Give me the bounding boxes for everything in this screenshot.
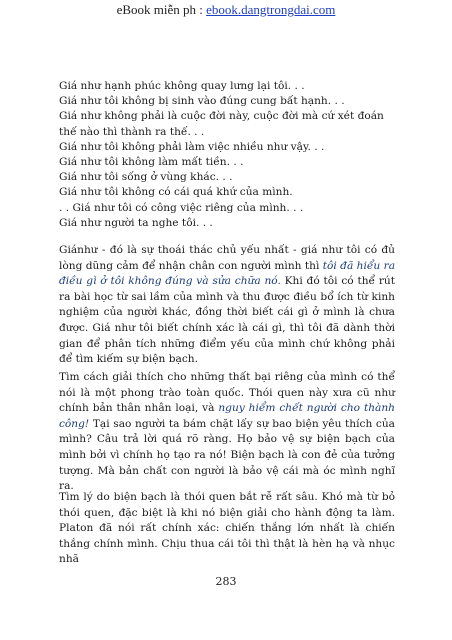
- list-line: Giá như người ta nghe tôi. . .: [59, 216, 213, 229]
- paragraph-2: [59, 370, 395, 495]
- list-line: Giá như tôi không phải làm việc nhiều như vậy. . .: [59, 140, 325, 153]
- list-line: Giá như tôi không làm mất tiền. . .: [59, 156, 244, 169]
- paragraph-1-emphasis: tôi đã hiểu ra điều gì ở tôi không đúng và sửa chữa nó.: [59, 259, 396, 288]
- page-number: 283: [215, 575, 237, 588]
- paragraph-2-text-b: Tại sao người ta bám chặt lấy sự bao biện yêu thích của mình? Câu trả lời quá rõ ràng. Họ bảo vệ sự biện bạch của mình bởi vì chính họ tạo ra nó! Biện bạch là con đẻ của tưởng tượng. Mà bản chất con người là bảo vệ cái mà óc mình nghĩ ra.: [59, 417, 395, 493]
- paragraph-1-text-b: Khi đó tôi có thể rút ra bài học từ sai lầm của mình và thu được điều bổ ích từ kinh nghiệm của người khác, đồng thời biết cái gì ở mình là chưa được. Giá như tôi biết chính xác là cái gì, thì tôi đã dành thời gian để phân tích những điểm yếu của mình chứ không phải để tìm kiếm sự biện bạch.: [59, 275, 395, 366]
- list-line: . . Giá như tôi có công việc riêng của mình. . .: [59, 201, 304, 214]
- list-line: Giá như tôi sống ở vùng khác. . .: [59, 171, 233, 184]
- paragraph-1: [59, 243, 395, 368]
- paragraph-3: [59, 490, 395, 568]
- list-line: Giá như tôi không có cái quá khứ của mình.: [59, 186, 293, 199]
- list-line: Giá như tôi không bị sinh vào đúng cung bất hạnh. . .: [59, 95, 345, 108]
- paragraph-1-text-a: Giánhư - đó là sự thoái thác chủ yếu nhất - giá như tôi có đủ lòng dũng cảm để nhận chân con người mình thì: [59, 244, 395, 272]
- list-line: Giá như không phải là cuộc đời này, cuộc đời mà cứ xét đoán: [59, 110, 384, 123]
- paragraph-3-text: Tìm lý do biện bạch là thói quen bắt rễ rất sâu. Khó mà từ bỏ thói quen, đặc biệt là khi nó biện giải cho hành động ta làm. Platon đã nói rất chính xác: chiến thắng lớn nhất là chiến thắng chính mình. Chịu thua cái tôi thì thật là hèn hạ và nhục nhã: [59, 491, 395, 566]
- paragraph-2-emphasis: nguy hiểm chết người cho thành công!: [59, 402, 395, 430]
- header-link[interactable]: ebook.dangtrongdai.com: [206, 2, 336, 17]
- list-line: thế nào thì thành ra thế. . .: [59, 125, 205, 138]
- list-line: Giá như hạnh phúc không quay lưng lại tôi. . .: [59, 80, 305, 92]
- giá-như-list: [59, 79, 395, 231]
- header-prefix: eBook miễn ph :: [116, 2, 207, 17]
- paragraph-2-text-a: Tìm cách giải thích cho những thất bại riêng của mình có thể nói là một phong trào toàn quốc. Thói quen này xưa cũ như chính bản thân nhân loại, và: [59, 371, 395, 415]
- page-header: [0, 2, 452, 18]
